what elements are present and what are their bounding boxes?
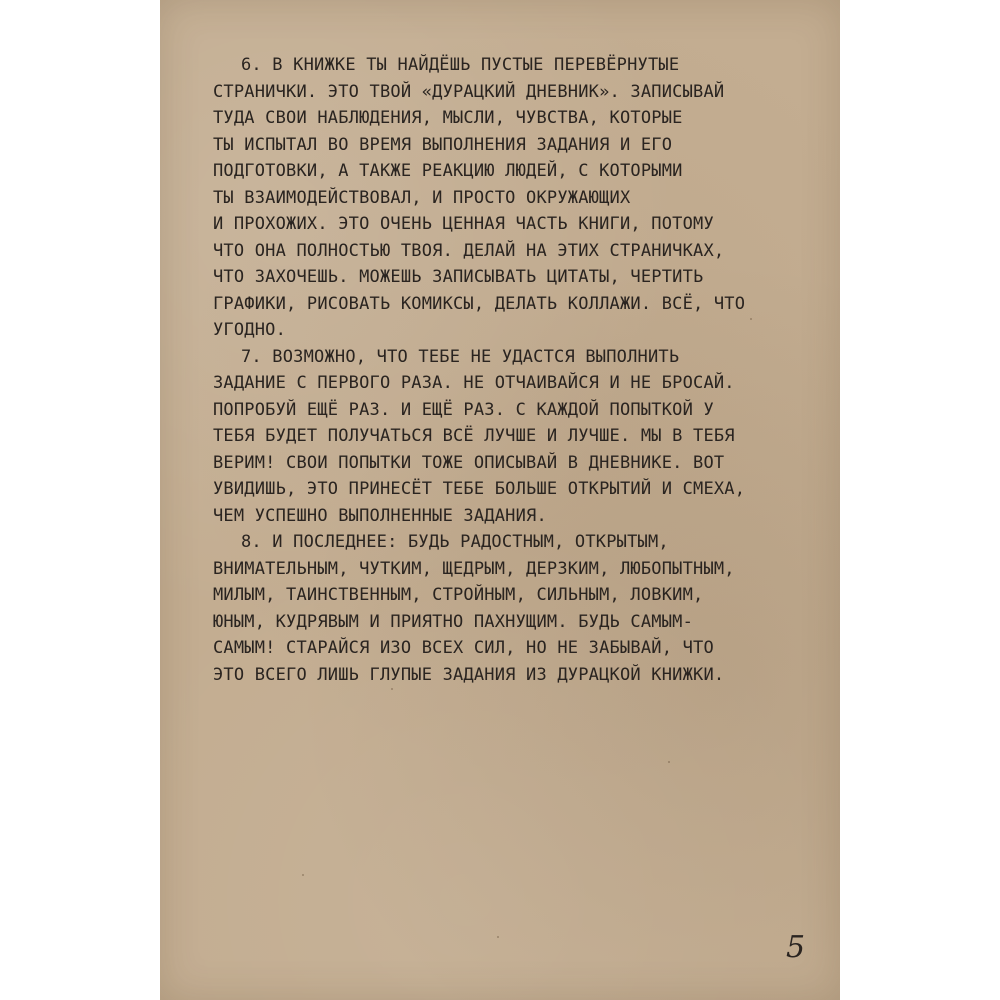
text-line: 6. В КНИЖКЕ ТЫ НАЙДЁШЬ ПУСТЫЕ ПЕРЕВЁРНУТЫЕ [241,55,680,75]
page-number: 5 [786,930,806,965]
text-line: ЭТО ВСЕГО ЛИШЬ ГЛУПЫЕ ЗАДАНИЯ ИЗ ДУРАЦКОЙ КНИЖКИ. [213,664,725,685]
paper-speck [302,874,304,876]
paper-speck [497,936,499,938]
text-line: ЧЕМ УСПЕШНО ВЫПОЛНЕННЫЕ ЗАДАНИЯ. [213,505,547,526]
text-line: ПОПРОБУЙ ЕЩЁ РАЗ. И ЕЩЁ РАЗ. С КАЖДОЙ ПОПЫТКОЙ У [213,399,714,420]
text-line: МИЛЫМ, ТАИНСТВЕННЫМ, СТРОЙНЫМ, СИЛЬНЫМ, ЛОВКИМ, [213,585,704,605]
book-page [160,0,840,1000]
text-line: УГОДНО. [213,320,287,340]
text-line: ТУДА СВОИ НАБЛЮДЕНИЯ, МЫСЛИ, ЧУВСТВА, КОТОРЫЕ [213,108,683,128]
text-line: СТРАНИЧКИ. ЭТО ТВОЙ «ДУРАЦКИЙ ДНЕВНИК». ЗАПИСЫВАЙ [213,81,725,102]
text-line: 7. ВОЗМОЖНО, ЧТО ТЕБЕ НЕ УДАСТСЯ ВЫПОЛНИТЬ [241,346,680,367]
body-text [213,52,813,688]
text-line: ЮНЫМ, КУДРЯВЫМ И ПРИЯТНО ПАХНУЩИМ. БУДЬ САМЫМ- [213,611,694,632]
text-line: ВНИМАТЕЛЬНЫМ, ЧУТКИМ, ЩЕДРЫМ, ДЕРЗКИМ, ЛЮБОПЫТНЫМ, [213,558,735,579]
text-line: УВИДИШЬ, ЭТО ПРИНЕСЁТ ТЕБЕ БОЛЬШЕ ОТКРЫТИЙ И СМЕХА, [213,479,746,499]
paper-speck [668,761,670,763]
text-line: И ПРОХОЖИХ. ЭТО ОЧЕНЬ ЦЕННАЯ ЧАСТЬ КНИГИ, ПОТОМУ [213,214,714,234]
text-line: ЧТО ЗАХОЧЕШЬ. МОЖЕШЬ ЗАПИСЫВАТЬ ЦИТАТЫ, ЧЕРТИТЬ [213,267,704,287]
text-line: ПОДГОТОВКИ, А ТАКЖЕ РЕАКЦИЮ ЛЮДЕЙ, С КОТОРЫМИ [213,161,683,181]
paper-speck [391,688,393,690]
text-line: 8. И ПОСЛЕДНЕЕ: БУДЬ РАДОСТНЫМ, ОТКРЫТЫМ, [241,532,669,552]
text-line: ТЫ ИСПЫТАЛ ВО ВРЕМЯ ВЫПОЛНЕНИЯ ЗАДАНИЯ И ЕГО [213,134,673,155]
text-line: ЧТО ОНА ПОЛНОСТЬЮ ТВОЯ. ДЕЛАЙ НА ЭТИХ СТРАНИЧКАХ, [213,240,725,261]
text-line: ГРАФИКИ, РИСОВАТЬ КОМИКСЫ, ДЕЛАТЬ КОЛЛАЖИ. ВСЁ, ЧТО [213,293,746,314]
text-line: САМЫМ! СТАРАЙСЯ ИЗО ВСЕХ СИЛ, НО НЕ ЗАБЫВАЙ, ЧТО [213,638,714,658]
text-line: ТЫ ВЗАИМОДЕЙСТВОВАЛ, И ПРОСТО ОКРУЖАЮЩИХ [213,187,631,208]
text-line: ТЕБЯ БУДЕТ ПОЛУЧАТЬСЯ ВСЁ ЛУЧШЕ И ЛУЧШЕ. МЫ В ТЕБЯ [213,426,735,446]
text-line: ВЕРИМ! СВОИ ПОПЫТКИ ТОЖЕ ОПИСЫВАЙ В ДНЕВНИКЕ. ВОТ [213,452,725,473]
text-line: ЗАДАНИЕ С ПЕРВОГО РАЗА. НЕ ОТЧАИВАЙСЯ И НЕ БРОСАЙ. [213,373,735,393]
